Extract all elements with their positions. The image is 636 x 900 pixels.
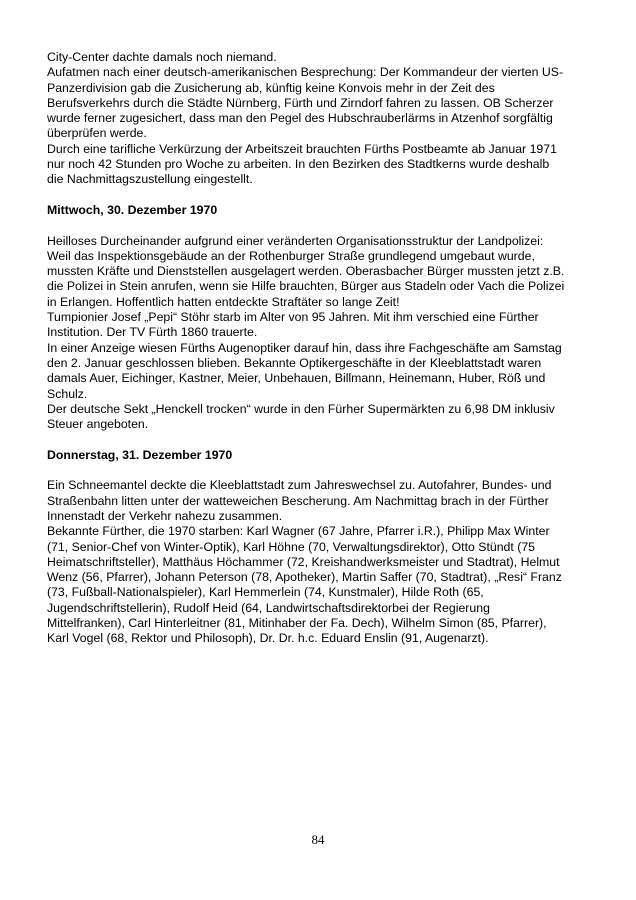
text-line: Tumpionier Josef „Pepi“ Stöhr starb im Alter von 95 Jahren. Mit ihm verschied eine Fürther [47,310,539,325]
text-line: In einer Anzeige wiesen Fürths Augenoptiker darauf hin, dass ihre Fachgeschäfte am Samstag [47,340,562,355]
text-line: Panzerdivision gab die Zusicherung ab, künftig keine Konvois mehr in der Zeit des [47,80,495,95]
text-line: Berufsverkehrs durch die Städte Nürnberg, Fürth und Zirndorf fahren zu lassen. OB Scherzer [47,95,554,110]
spacer [47,432,592,447]
text-line: Mittelfranken), Carl Hinterleitner (81, Mitinhaber der Fa. Dech), Wilhelm Simon (85, Pfarrer), [47,615,547,630]
text-line: wurde ferner zugesichert, dass man den Pegel des Hubschrauberlärms in Atzenhof sorgfältig [47,111,553,126]
spacer [47,218,592,233]
text-line: die Polizei in Stein anrufen, wenn sie Hilfe brauchten, Bürger aus Stadeln oder Vach die Polizei [47,279,565,294]
text-line: Karl Vogel (68, Rektor und Philosoph), Dr. Dr. h.c. Eduard Enslin (91, Augenarzt). [47,631,489,646]
section-continuation [47,50,592,188]
text-line: Institution. Der TV Fürth 1860 trauerte. [47,325,258,340]
section-heading: Donnerstag, 31. Dezember 1970 [47,447,233,462]
section-thursday [47,448,592,647]
text-line: Schulz. [47,386,88,401]
text-line: überprüfen werde. [47,126,147,141]
text-line: Weil das Inspektionsgebäude an der Rothenburger Straße grundlegend umgebaut wurde, [47,248,535,263]
text-line: Der deutsche Sekt „Henckell trocken“ wurde in den Fürher Supermärkten zu 6,98 DM inklusiv [47,401,555,416]
text-line: City-Center dachte damals noch niemand. [47,50,277,64]
text-line: den 2. Januar geschlossen blieben. Bekannte Optikergeschäfte in der Kleeblattstadt waren [47,355,542,370]
page-number: 84 [311,832,325,847]
page-body [47,50,592,647]
text-line: Aufatmen nach einer deutsch-amerikanischen Besprechung: Der Kommandeur der vierten US- [47,65,564,80]
text-line: Steuer angeboten. [47,417,149,432]
section-heading: Mittwoch, 30. Dezember 1970 [47,202,218,217]
section-wednesday [47,203,592,432]
text-line: Wenz (56, Pfarrer), Johann Peterson (78, Apotheker), Martin Saffer (70, Stadtrat), „Resi“ Franz [47,570,562,585]
text-line: Heimatschriftsteller), Matthäus Höchammer (72, Kreishandwerksmeister und Stadtrat), Helmut [47,554,560,569]
text-line: Straßenbahn litten unter der watteweichen Bescherung. Am Nachmittag brach in der Fürther [47,493,549,508]
text-line: damals Auer, Eichinger, Kastner, Meier, Unbehauen, Billmann, Heinemann, Huber, Röß und [47,371,546,386]
text-line: Jugendschriftstellerin), Rudolf Heid (64, Landwirtschaftsdirektorbei der Regierung [47,600,490,615]
text-line: Heilloses Durcheinander aufgrund einer veränderten Organisationsstruktur der Landpolizei: [47,233,544,248]
text-line: mussten Kräfte und Dienststellen ausgelagert werden. Oberasbacher Bürger mussten jetzt z.B. [47,264,565,279]
text-line: (71, Senior-Chef von Winter-Optik), Karl Höhne (70, Verwaltungsdirektor), Otto Stündt (75 [47,539,535,554]
text-line: Innenstadt der Verkehr nahezu zusammen. [47,508,283,523]
text-line: Ein Schneemantel deckte die Kleeblattstadt zum Jahreswechsel zu. Autofahrer, Bundes- und [47,478,552,493]
text-line: Durch eine tarifliche Verkürzung der Arbeitszeit brauchten Fürths Postbeamte ab Januar 1971 [47,141,557,156]
text-line: die Nachmittagszustellung eingestellt. [47,172,253,187]
text-line: (73, Fußball-Nationalspieler), Karl Hemmerlein (74, Kunstmaler), Hilde Roth (65, [47,585,484,600]
spacer [47,463,592,478]
text-line: Bekannte Fürther, die 1970 starben: Karl Wagner (67 Jahre, Pfarrer i.R.), Philipp Max Winter [47,524,550,539]
text-line: nur noch 42 Stunden pro Woche zu arbeiten. In den Bezirken des Stadtkerns wurde deshalb [47,157,550,172]
spacer [47,188,592,203]
text-line: in Erlangen. Hoffentlich hatten entdeckte Straftäter so lange Zeit! [47,294,400,309]
